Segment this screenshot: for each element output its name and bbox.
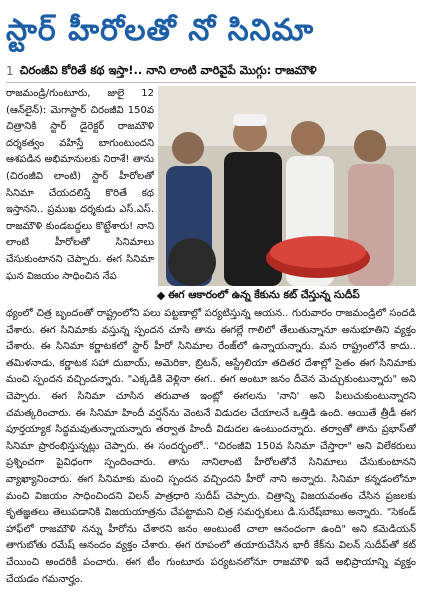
news-photo — [158, 86, 416, 286]
photo-caption: ఈగ ఆకారంలో ఉన్న కేకును కట్ చేస్తున్న సుదీప్ — [168, 288, 360, 301]
subheadline-row — [6, 62, 416, 80]
subheadline-divider — [6, 82, 416, 83]
lead-column — [6, 86, 154, 286]
photo-caption-row — [158, 288, 416, 304]
caption-bullet-icon — [157, 292, 165, 300]
headline: స్టార్ హీరోలతో నో సినిమా — [6, 13, 315, 48]
body-column — [6, 306, 416, 594]
lead-paragraph: రాజమండ్రి/గుంటూరు, జులై 12 (ఆన్‌లైన్): మెగాస్టార్ చిరంజీవి 150వ చిత్రానికి స్టార్ డైరెక్టర్ రాజమౌళి దర్శకత్వం వహిస్తే బాగుంటుందని ఆశపడిన అభిమానులకు నిరాశే! తాను (చిరంజీవి లాంటి) స్టార్ హీరోలతో సినిమా చేయదలిస్తే కొరితే కథ ఇస్తానని.. ప్రముఖ దర్శకుడు ఎస్.ఎస్. రాజమౌళి కుండబద్దలు కొట్టేశారు! నాని లాంటి హీరోలతో సినిమాలు చేసుకుంటానని చెప్పారు. ఈగ సినిమా ఘన విజయం సాధించిన నేప — [6, 88, 154, 282]
body-paragraph: థ్యంలో చిత్ర బృందంతో రాష్ట్రంలోని పలు పట్టణాల్లో పర్యటిస్తున్న ఆయన.. గురువారం రాజమండ్రిలో సందడి చేశారు. ఈగ సినిమాకు వస్తున్న స్పందన చూసి తాను ఈగల్లే గాలిలో తేలుతున్నానూ అనుభూతిని వ్యక్తం చేశారు. ఈ సినిమా కర్ణాటకలో స్టార్ హీరో సినిమాల రేంజ్‌లో ఉన్నాయన్నారు. మన రాష్ట్రంలోనే కాదు.. తమిళనాడు, కర్ణాటక సహా దుబాయ్, అమెరికా, బ్రిటన్, ఆస్ట్రేలియా తదితర దేశాల్లో సైతం ఈగ సినిమాకు మంచి స్పందన వచ్చిందన్నారు. "ఎక్కడికి వెళ్లినా ఈగ.. ఈగ అంటూ జనం దీవెన మెచ్చుకుంటున్నారు" అని చెప్పారు. ఈగ సినిమా చూసిన తరువాత ఇంట్లో ఈగలను 'నాని' అని పిలుచుకుంటున్నారని చమత్కరించారు. ఈ సినిమా హిందీ వర్షన్‌ను వెంటనే విడుదల చేయాలనే ఒత్తిడి ఉంది. ఆయితే త్రీడీ ఈగ పూర్తయ్యాక సిద్ధమవుతున్నాయన్నారు తర్వాత హిందీ విడుదల ఉంటుందన్నారు. తర్వాతో తాను ప్రభాస్‌తో సినిమా ప్రారంభిస్తున్నట్లు చెప్పారు. ఈ సందర్భంలో.. "చిరంజీవి 150వ సినిమా చేస్తారా" అని విలేకరులు ప్రశ్నించగా పైవిధంగా స్పందించారు. తాను నానిలాంటి హీరోలతోనే సినిమాలు చేసుకుంటానని వ్యాఖ్యానించారు. ఈగ సినిమాకు మంచి స్పందన వచ్చిందని హీరో నాని అన్నారు. సినిమా కన్నడంలోనూ మంచి విజయం సాధించిందని విలన్ పాత్రధారి సుదీప్ చెప్పారు. చిత్రాన్ని విజయవంతం చేసిన ప్రజలకు కృతజ్ఞతలు తెలుపడానికి విజయయాత్రను చేపట్టామని చిత్ర సమర్పకులు డి.సురేష్‌బాబు అన్నారు. "సెకండ్ హాఫ్‌లో రాజమౌళి నన్ను హీరోను చేశారని జనం అంటుంటే చాలా ఆనందంగా ఉంది" అని కమెడియన్ తాగుబోతు రమేష్ ఆనందం వ్యక్తం చేశారు. ఈగ రూపంలో తయారుచేసిన భారీ కేక్‌ను విలన్ సుదీప్‌తో కట్ చేయించి అందరికీ పంచారు. ఈగ టీం గుంటూరు పర్యటనలోనూ రాజమౌళి ఇదే అభిప్రాయాన్ని వ్యక్తం చేయడం గమనార్హం. — [6, 308, 416, 585]
photo-illustration — [158, 86, 416, 286]
subheadline-marker: 1 — [6, 64, 14, 78]
subheadline: చిరంజీవి కోరితే కథ ఇస్తా!.. నాని లాంటి వారివైపే మొగ్గు: రాజమౌళి — [19, 62, 317, 77]
